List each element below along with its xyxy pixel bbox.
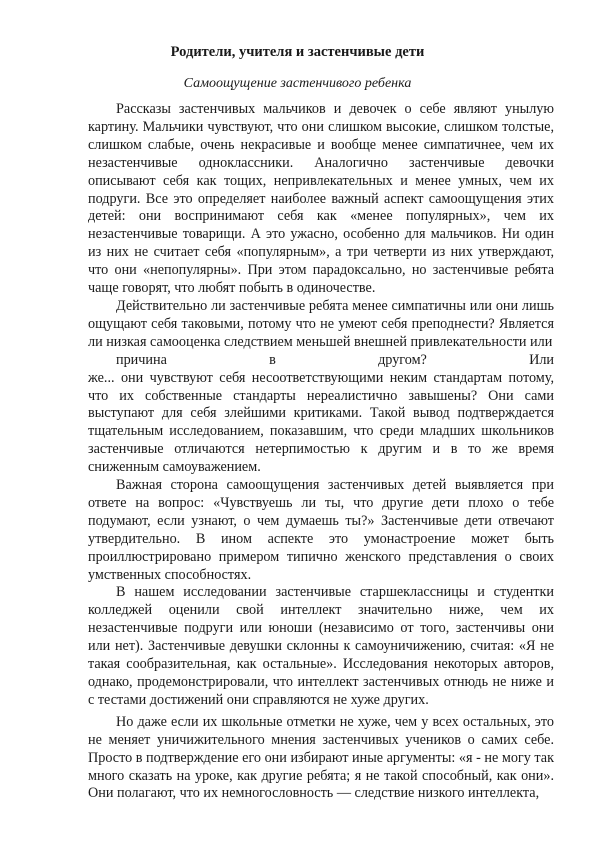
paragraph-3: Важная сторона самоощущения застенчивых детей выявляется при ответе на вопрос: «Чувствуешь ли ты, что другие дети плохо о тебе подумают, если узнают, о чем думаешь ты?» Застенчивые дети отвечают утвердительно. В ином аспекте это умонастроение может быть проиллюстрировано примером типично женского представления о своих умственных способностях.: [88, 477, 554, 583]
paragraph-4: В нашем исследовании застенчивые старшеклассницы и студентки колледжей оценили свой интеллект значительно ниже, чем их незастенчивые подруги или юноши (независимо от того, застенчивы они или нет). Застенчивые девушки склонны к самоуничижению, считая: «Я не такая сообразительная, как остальные». Исследования некоторых авторов, однако, продемонстрировали, что интеллект застенчивых отнюдь не ниже и с тестами достижений они справляются не хуже других.: [88, 584, 554, 708]
document-title: Родители, учителя и застенчивые дети: [170, 44, 425, 60]
paragraph-2: [88, 298, 554, 477]
paragraph-1: Рассказы застенчивых мальчиков и девочек о себе являют унылую картину. Мальчики чувствуют, что они слишком высокие, слишком толстые, слишком слабые, очень некрасивые и вообще менее симпатичнее, чем их незастенчивые одноклассники. Аналогично застенчивые девочки описывают себя как тощих, непривлекательных и менее умных, чем их подруги. Все это определяет наиболее важный аспект самоощущения этих детей: они воспринимают себя как «менее популярных», чем их незастенчивые товарищи. А это ужасно, особенно для мальчиков. Ни один из них не считает себя «популярным», а три четверти из них утверждают, что они «непопулярны». При этом парадоксально, но застенчивые ребята чаще говорят, что любят побыть в одиночестве.: [88, 101, 554, 297]
document-body: [88, 101, 554, 803]
paragraph-2-part-1: Действительно ли застенчивые ребята менее симпатичны или они лишь ощущают себя таковыми, потому что не умеют себя преподнести? Является ли низкая самооценка следствием меньшей внешней привлекательности или: [88, 297, 554, 350]
paragraph-2-justified-line: причина в другом? Или: [116, 351, 554, 368]
paragraph-5: Но даже если их школьные отметки не хуже, чем у всех остальных, это не меняет уничижительного мнения застенчивых учеников о самих себе. Просто в подтверждение его они избирают иные аргументы: «я - не могу так много сказать на уроке, как другие ребята; я не такой способный, как они». Они полагают, что их немногословность — следствие низкого интеллекта,: [88, 713, 554, 802]
document-subtitle: Самоощущение застенчивого ребенка: [183, 76, 412, 91]
paragraph-2-part-2: же... они чувствуют себя несоответствующими неким стандартам потому, что их собственные стандарты нереалистично завышены? Они сами выступают для себя злейшими критиками. Такой вывод подтверждается тщательным исследованием, показавшим, что среди младших школьников застенчивые отличаются нетерпимостью к другим и в то же время сниженным самоуважением.: [88, 369, 554, 476]
